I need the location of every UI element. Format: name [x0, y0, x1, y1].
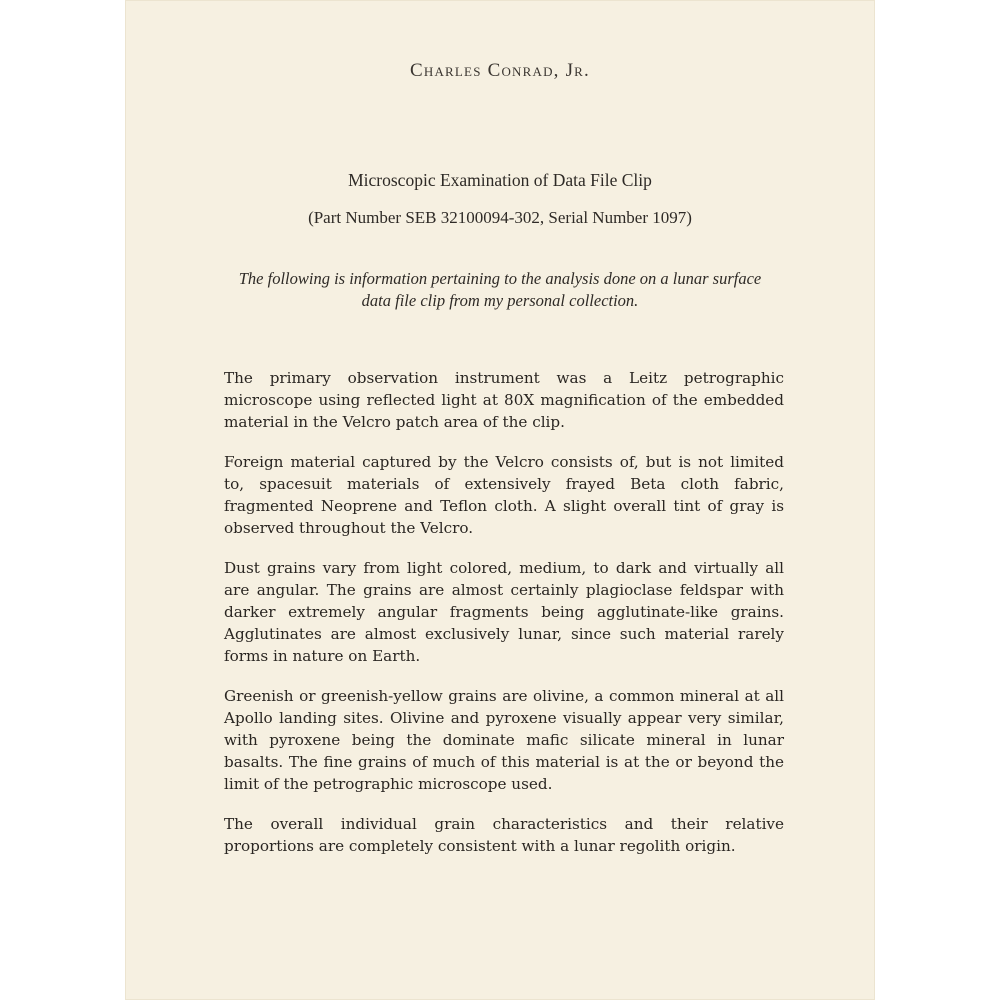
- paragraph-instrument: The primary observation instrument was a Leitz petrographic microscope using reflected light at 80X magnification of the embedded material in the Velcro patch area of the clip.: [224, 369, 784, 431]
- paragraph-dust-grains: Dust grains vary from light colored, medium, to dark and virtually all are angular. The grains are almost certainly plagioclase feldspar with darker extremely angular fragments being agglutinate-like grains. Agglutinates are almost exclusively lunar, since such material rarely forms in nature on Earth.: [224, 559, 784, 665]
- intro-statement: The following is information pertaining to the analysis done on a lunar surface data file clip from my personal collection.: [238, 269, 762, 310]
- letter-page: [125, 0, 875, 1000]
- body-text: [224, 367, 784, 875]
- paragraph-foreign-material: Foreign material captured by the Velcro consists of, but is not limited to, spacesuit materials of extensively frayed Beta cloth fabric, fragmented Neoprene and Teflon cloth. A slight overall tint of gray is observed throughout the Velcro.: [224, 453, 784, 537]
- letterhead-name: Charles Conrad, Jr.: [410, 60, 590, 81]
- paragraph-olivine: Greenish or greenish-yellow grains are olivine, a common mineral at all Apollo landing sites. Olivine and pyroxene visually appear very similar, with pyroxene being the dominate mafic silicate mineral in lunar basalts. The fine grains of much of this material is at the or beyond the limit of the petrographic microscope used.: [224, 687, 784, 793]
- document-title: Microscopic Examination of Data File Clip: [348, 170, 652, 190]
- document-subtitle: (Part Number SEB 32100094-302, Serial Number 1097): [308, 208, 692, 227]
- paragraph-conclusion: The overall individual grain characteristics and their relative proportions are completely consistent with a lunar regolith origin.: [224, 815, 784, 855]
